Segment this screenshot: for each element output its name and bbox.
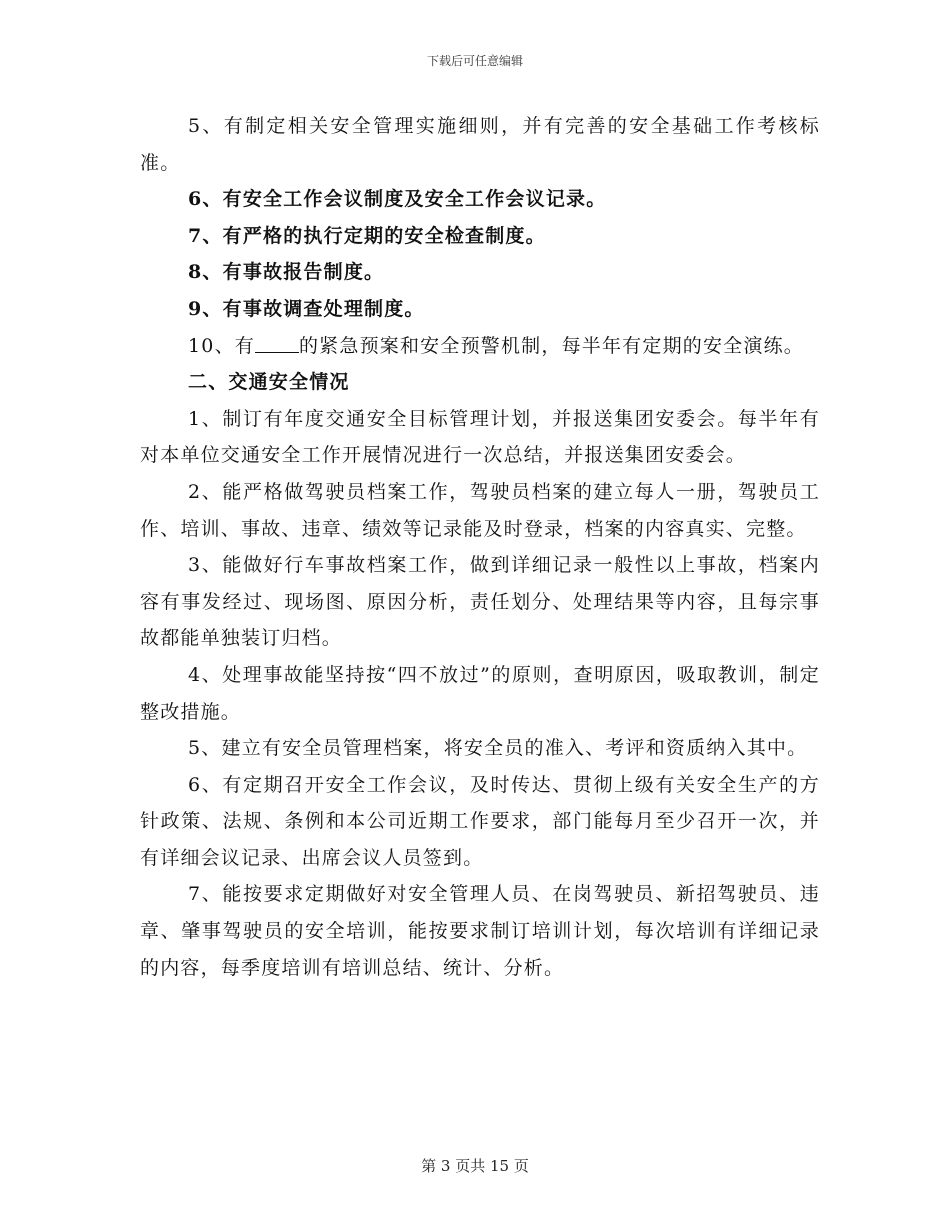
traffic-item-7: 7、能按要求定期做好对安全管理人员、在岗驾驶员、新招驾驶员、违章、肇事驾驶员的安全培训，能按要求制订培训计划，每次培训有详细记录的内容，每季度培训有培训总结、统计、分析。	[140, 883, 820, 979]
paragraph-item-8: 8、有事故报告制度。	[188, 261, 385, 284]
traffic-item-3: 3、能做好行车事故档案工作，做到详细记录一般性以上事故，档案内容有事发经过、现场图、原因分析，责任划分、处理结果等内容，且每宗事故都能单独装订归档。	[140, 554, 820, 650]
traffic-item-2: 2、能严格做驾驶员档案工作，驾驶员档案的建立每人一册，驾驶员工作、培训、事故、违章、绩效等记录能及时登录，档案的内容真实、完整。	[140, 480, 820, 540]
document-body	[140, 108, 820, 986]
traffic-item-4: 4、处理事故能坚持按“四不放过”的原则，查明原因，吸取教训，制定整改措施。	[140, 663, 820, 723]
paragraph-item-7: 7、有严格的执行定期的安全检查制度。	[188, 224, 546, 247]
paragraph-item-10-start: 10、有	[188, 334, 255, 357]
paragraph-item-9: 9、有事故调查处理制度。	[188, 297, 425, 320]
page-number: 第 3 页共 15 页	[421, 1157, 529, 1175]
header-note: 下载后可任意编辑	[426, 54, 523, 68]
traffic-item-6: 6、有定期召开安全工作会议，及时传达、贯彻上级有关安全生产的方针政策、法规、条例和本公司近期工作要求，部门能每月至少召开一次，并有详细会议记录、出席会议人员签到。	[140, 773, 820, 869]
paragraph-item-10	[140, 328, 820, 365]
traffic-item-5: 5、建立有安全员管理档案，将安全员的准入、考评和资质纳入其中。	[188, 737, 808, 760]
section-heading-traffic-safety: 二、交通安全情况	[188, 371, 350, 394]
fill-blank-line	[255, 334, 299, 353]
paragraph-item-10-end: 的紧急预案和安全预警机制，每半年有定期的安全演练。	[298, 334, 804, 357]
paragraph-item-6: 6、有安全工作会议制度及安全工作会议记录。	[188, 188, 607, 211]
paragraph-item-5: 5、有制定相关安全管理实施细则，并有完善的安全基础工作考核标准。	[140, 115, 820, 174]
traffic-item-1: 1、制订有年度交通安全目标管理计划，并报送集团安委会。每半年有对本单位交通安全工作开展情况进行一次总结，并报送集团安委会。	[140, 407, 820, 467]
